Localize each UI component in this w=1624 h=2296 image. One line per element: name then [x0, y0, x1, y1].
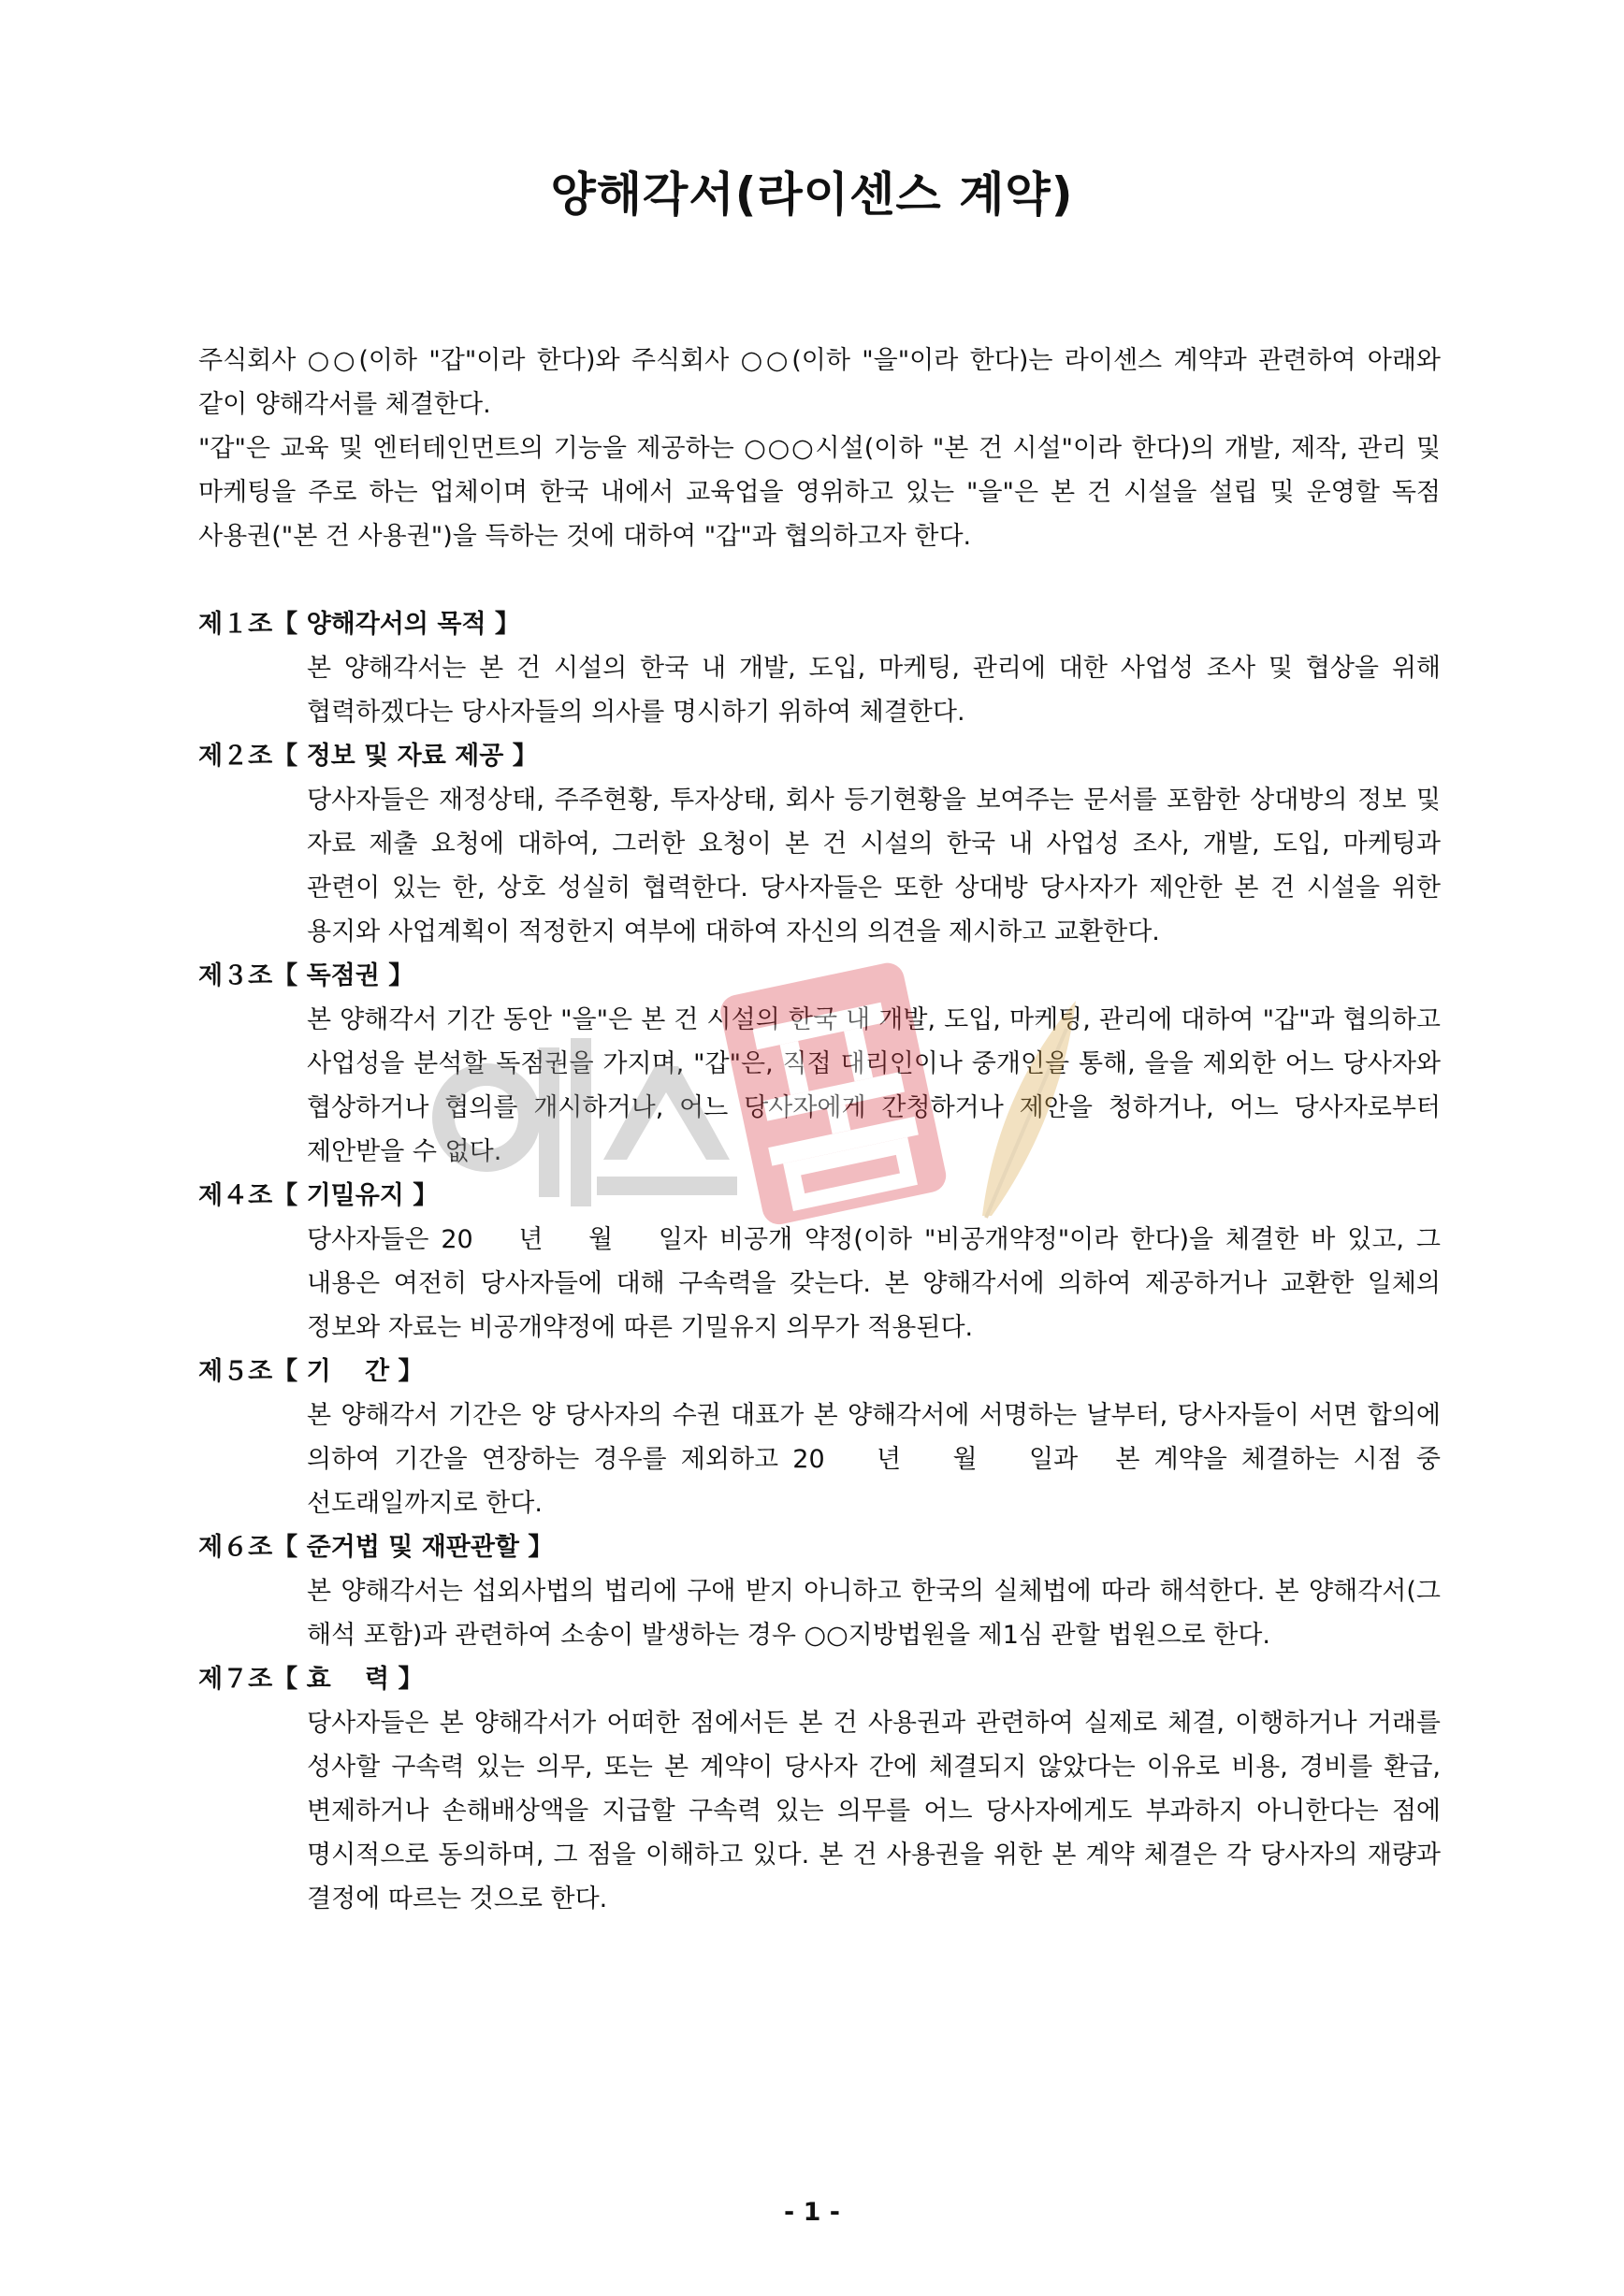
article-heading: 제２조【 정보 및 자료 제공 】: [198, 742, 538, 771]
page-number: - 1 -: [784, 2198, 840, 2227]
article-heading: 제３조【 독점권 】: [198, 961, 414, 990]
article-3: [198, 954, 1441, 1174]
article-heading: 제６조【 준거법 및 재판관할 】: [198, 1533, 554, 1562]
article-body: 당사자들은 재정상태, 주주현황, 투자상태, 회사 등기현황을 보여주는 문서를 포함한 상대방의 정보 및 자료 제출 요청에 대하여, 그러한 요청이 본 건 시설의 한국 내 사업성 조사, 개발, 도입, 마케팅과 관련이 있는 한, 상호 성실히 협력한다. 당사자들은 또한 상대방 당사자가 제안한 본 건 시설을 위한 용지와 사업계획이 적정한지 여부에 대하여 자신의 의견을 제시하고 교환한다.: [307, 786, 1441, 946]
section-gap: [198, 558, 1441, 602]
article-5: [198, 1350, 1441, 1525]
article-1: [198, 602, 1441, 734]
document-title: 양해각서(라이센스 계약): [550, 167, 1074, 222]
article-heading: 제７조【 효 력 】: [198, 1665, 424, 1694]
article-6: [198, 1525, 1441, 1657]
article-body: 본 양해각서는 섭외사법의 법리에 구애 받지 아니하고 한국의 실체법에 따라 해석한다. 본 양해각서(그 해석 포함)과 관련하여 소송이 발생하는 경우 ○○지방법원을 제1심 관할 법원으로 한다.: [307, 1577, 1441, 1650]
article-body: 당사자들은 20 년 월 일자 비공개 약정(이하 "비공개약정"이라 한다)을 체결한 바 있고, 그 내용은 여전히 당사자들에 대해 구속력을 갖는다. 본 양해각서에 의하여 제공하거나 교환한 일체의 정보와 자료는 비공개약정에 따른 기밀유지 의무가 적용된다.: [307, 1225, 1441, 1342]
article-2: [198, 734, 1441, 954]
article-body: 본 양해각서 기간 동안 "을"은 본 건 시설의 한국 내 개발, 도입, 마케팅, 관리에 대하여 "갑"과 협의하고 사업성을 분석할 독점권을 가지며, "갑"은, 직접 대리인이나 중개인을 통해, 을을 제외한 어느 당사자와 협상하거나 협의를 개시하거나, 어느 당사자에게 간청하거나 제안을 청하거나, 어느 당사자로부터 제안받을 수 없다.: [307, 1005, 1441, 1166]
article-heading: 제１조【 양해각서의 목적 】: [198, 610, 520, 639]
intro-paragraph-2: "갑"은 교육 및 엔터테인먼트의 기능을 제공하는 ○○○시설(이하 "본 건 시설"이라 한다)의 개발, 제작, 관리 및 마케팅을 주로 하는 업체이며 한국 내에서 교육업을 영위하고 있는 "을"은 본 건 시설을 설립 및 운영할 독점 사용권("본 건 사용권")을 득하는 것에 대하여 "갑"과 협의하고자 한다.: [198, 434, 1441, 551]
article-body: 당사자들은 본 양해각서가 어떠한 점에서든 본 건 사용권과 관련하여 실제로 체결, 이행하거나 거래를 성사할 구속력 있는 의무, 또는 본 계약이 당사자 간에 체결되지 않았다는 이유로 비용, 경비를 환급, 변제하거나 손해배상액을 지급할 구속력 있는 의무를 어느 당사자에게도 부과하지 아니한다는 점에 명시적으로 동의하며, 그 점을 이해하고 있다. 본 건 사용권을 위한 본 계약 체결은 각 당사자의 재량과 결정에 따르는 것으로 한다.: [307, 1709, 1441, 1913]
article-4: [198, 1174, 1441, 1350]
article-heading: 제５조【 기 간 】: [198, 1357, 424, 1386]
article-7: [198, 1657, 1441, 1921]
article-body: 본 양해각서 기간은 양 당사자의 수권 대표가 본 양해각서에 서명하는 날부터, 당사자들이 서면 합의에 의하여 기간을 연장하는 경우를 제외하고 20 년 월 일과 본 계약을 체결하는 시점 중 선도래일까지로 한다.: [307, 1401, 1441, 1518]
article-heading: 제４조【 기밀유지 】: [198, 1181, 439, 1210]
document-content: [198, 339, 1441, 1921]
article-body: 본 양해각서는 본 건 시설의 한국 내 개발, 도입, 마케팅, 관리에 대한 사업성 조사 및 협상을 위해 협력하겠다는 당사자들의 의사를 명시하기 위하여 체결한다.: [307, 654, 1441, 727]
intro-paragraph-1: 주식회사 ○○(이하 "갑"이라 한다)와 주식회사 ○○(이하 "을"이라 한다)는 라이센스 계약과 관련하여 아래와 같이 양해각서를 체결한다.: [198, 346, 1441, 419]
